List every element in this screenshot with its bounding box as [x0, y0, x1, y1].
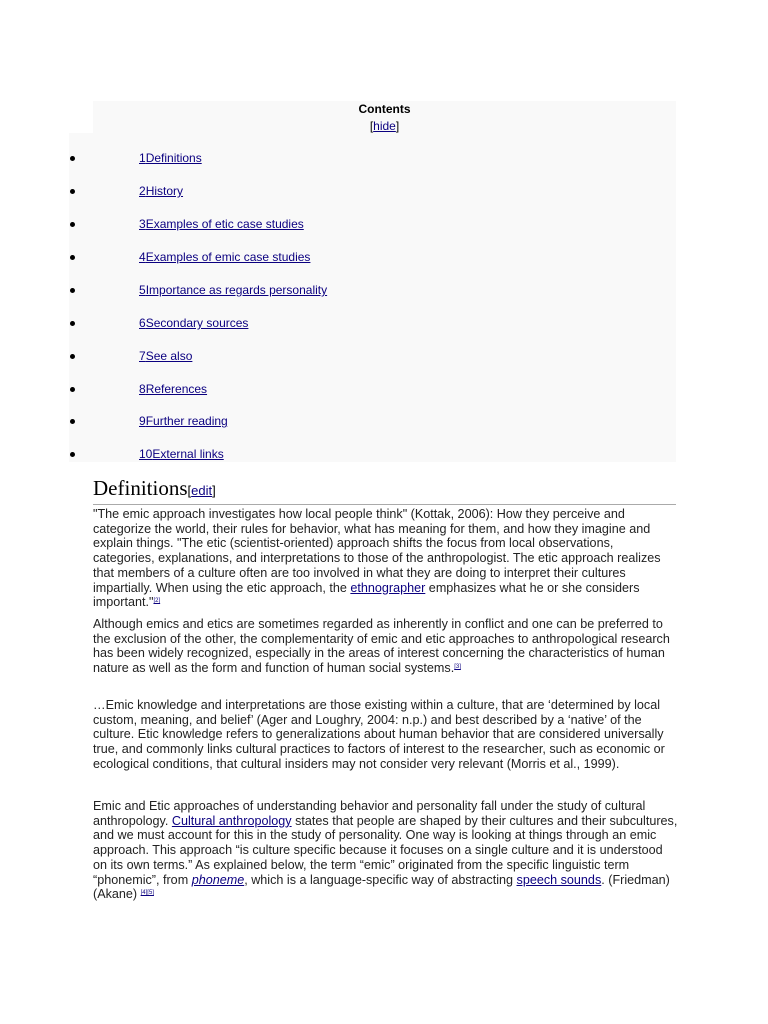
- toc-link-further-reading[interactable]: 9Further reading: [139, 414, 228, 428]
- toc-link-emic-case-studies[interactable]: 4Examples of emic case studies: [139, 250, 311, 264]
- bullet-icon: [70, 354, 75, 359]
- bullet-icon: [70, 452, 75, 457]
- bullet-icon: [70, 189, 75, 194]
- toc-box-extension: [69, 133, 93, 462]
- toc-hide-link[interactable]: hide: [373, 119, 396, 133]
- bullet-icon: [70, 255, 75, 260]
- bullet-icon: [70, 288, 75, 293]
- toc-title: Contents: [358, 102, 411, 116]
- toc-link-secondary-sources[interactable]: 6Secondary sources: [139, 316, 249, 330]
- paragraph-1: "The emic approach investigates how local people think" (Kottak, 2006): How they perceive and categorize the world, their rules for behavior, what has meaning for them, and how they imagine and explain things. "The etic (scientist-oriented) approach shifts the focus from local observations, categories, explanations, and interpretations to those of the anthropologist. The etic approach realizes that members of a culture often are too involved in what they are doing to interpret their cultures impartially. When using the etic approach, the ethnographer emphasizes what he or she considers important."[2]: [93, 507, 661, 610]
- speech-sounds-link[interactable]: speech sounds: [516, 872, 602, 887]
- edit-section: [edit]: [187, 483, 216, 498]
- bullet-icon: [70, 419, 75, 424]
- cultural-anthropology-link[interactable]: Cultural anthropology: [171, 813, 292, 828]
- toc-link-see-also[interactable]: 7See also: [139, 349, 193, 363]
- bullet-icon: [70, 387, 75, 392]
- paragraph-3: …Emic knowledge and interpretations are those existing within a culture, that are ‘determined by local custom, meaning, and belief’ (Ager and Loughry, 2004: n.p.) and best described by a ‘native’ of the culture. Etic knowledge refers to generalizations about human behavior that are considered universally true, and commonly links cultural practices to factors of interest to the researcher, such as economic or ecological conditions, that cultural insiders may not consider very relevant (Morris et al., 1999).: [93, 698, 665, 771]
- bullet-icon: [70, 321, 75, 326]
- toc-link-history[interactable]: 2History: [139, 184, 184, 198]
- ethnographer-link[interactable]: ethnographer: [350, 580, 426, 595]
- toc-link-etic-case-studies[interactable]: 3Examples of etic case studies: [139, 217, 304, 231]
- bullet-icon: [70, 156, 75, 161]
- toc-link-personality[interactable]: 5Importance as regards personality: [139, 283, 328, 297]
- toc-link-references[interactable]: 8References: [139, 382, 208, 396]
- reference-4-5-link[interactable]: [4][5]: [140, 890, 154, 897]
- bullet-icon: [70, 222, 75, 227]
- edit-section-link[interactable]: edit: [191, 483, 213, 498]
- toc-link-external-links[interactable]: 10External links: [139, 447, 224, 461]
- paragraph-4: Emic and Etic approaches of understanding behavior and personality fall under the study of cultural anthropology. Cultural anthropology states that people are shaped by their cultures and their subcultures, and we must account for this in the study of personality. One way is looking at things through an emic approach. This approach “is culture specific because it focuses on a single culture and it is understood on its own terms.” As explained below, the term “emic” originated from the specific linguistic term “phonemic”, from phoneme, which is a language-specific way of abstracting speech sounds. (Friedman) (Akane) [4][5]: [93, 799, 678, 902]
- reference-2-link[interactable]: [2]: [153, 598, 161, 605]
- section-heading-definitions: Definitions[edit]: [93, 476, 676, 505]
- phoneme-link[interactable]: phoneme: [191, 872, 245, 887]
- toc-hide-toggle: [hide]: [369, 119, 400, 133]
- toc-link-definitions[interactable]: 1Definitions: [139, 151, 202, 165]
- reference-3-link[interactable]: [3]: [454, 664, 461, 671]
- paragraph-2: Although emics and etics are sometimes regarded as inherently in conflict and one can be preferred to the exclusion of the other, the complementarity of emic and etic approaches to anthropological research has been widely recognized, especially in the areas of interest concerning the characteristics of human nature as well as the form and function of human social systems.[3]: [93, 617, 670, 676]
